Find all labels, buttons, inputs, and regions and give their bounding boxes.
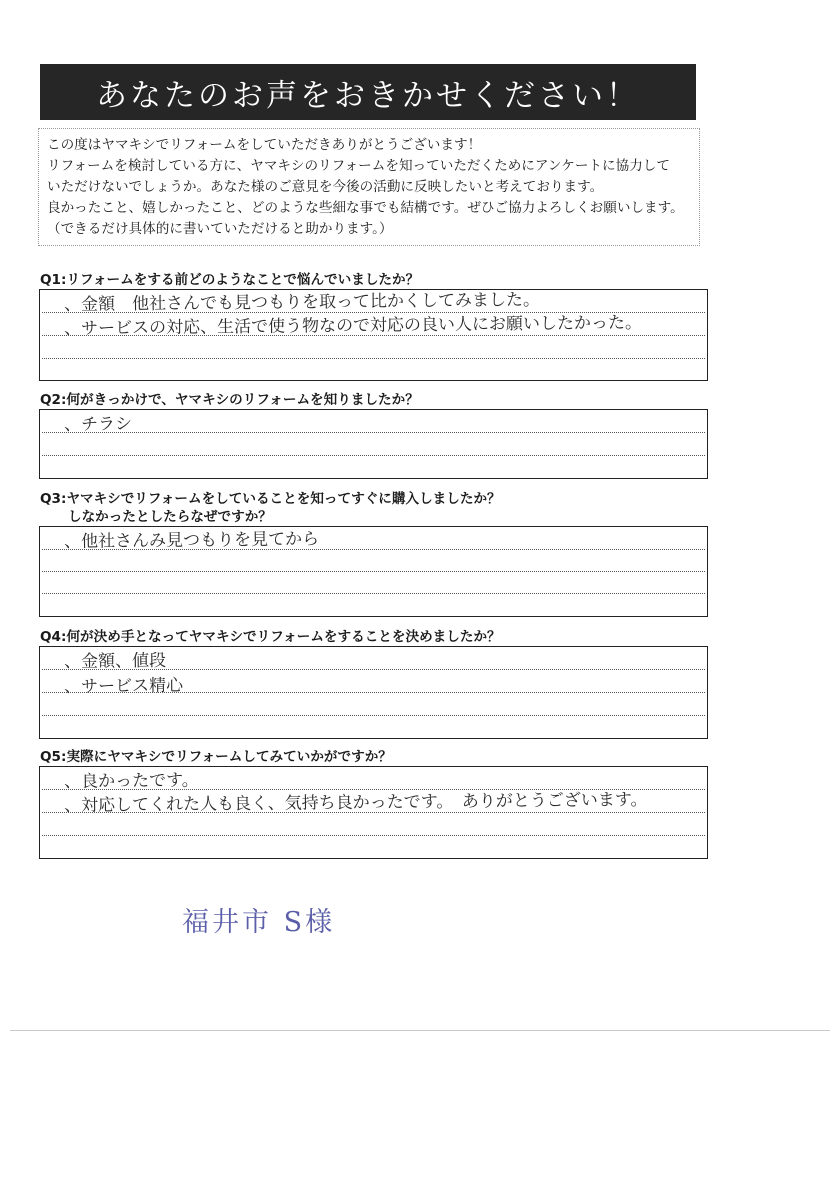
handwritten-answer: 、対応してくれた人も良く、気持ち良かったです。 ありがとうございます。 <box>63 789 648 816</box>
question-1-title: Q1:リフォームをする前どのようなことで悩んでいましたか？ <box>40 272 420 288</box>
handwritten-answer: 、他社さんみ見つもりを見てから <box>63 529 320 552</box>
answer-rule <box>42 455 705 456</box>
handwritten-answer: 、良かったです。 <box>63 770 199 792</box>
page-title: あなたのお声をおきかせください！ <box>96 77 640 114</box>
handwritten-answer: 、サービス精心 <box>63 675 184 697</box>
question-3-answer-box <box>39 526 708 617</box>
answer-rule <box>42 715 705 716</box>
intro-line: （できるだけ具体的に書いていただけると助かります。） <box>47 221 393 237</box>
handwritten-answer: 、金額、値段 <box>63 650 167 672</box>
intro-line: 良かったこと、嬉しかったこと、どのような些細な事でも結構です。ぜひご協力よろしくお願いします。 <box>47 200 684 216</box>
page-title-banner <box>40 64 696 120</box>
intro-line: リフォームを検討している方に、ヤマキシのリフォームを知っていただくためにアンケートに協力して <box>47 158 670 174</box>
question-1-answer-box <box>39 289 708 381</box>
intro-box <box>38 128 700 246</box>
handwritten-answer: 、金額 他社さんでも見つもりを取って比かくしてみました。 <box>63 290 541 315</box>
intro-line: いただけないでしょうか。あなた様のご意見を今後の活動に反映したいと考えております。 <box>47 179 604 195</box>
question-5-title: Q5:実際にヤマキシでリフォームしてみていかがですか？ <box>40 749 392 765</box>
answer-rule <box>42 571 705 572</box>
question-5-answer-box <box>39 766 708 859</box>
answer-rule <box>42 593 705 594</box>
page-divider <box>10 1030 830 1031</box>
question-4-title: Q4:何が決め手となってヤマキシでリフォームをすることを決めましたか？ <box>40 629 501 645</box>
answer-rule <box>42 432 705 433</box>
question-3-title-line2: しなかったとしたらなぜですか？ <box>68 509 272 525</box>
handwritten-answer: 、サービスの対応、生活で使う物なので対応の良い人にお願いしたかった。 <box>63 312 643 339</box>
question-2-title: Q2:何がきっかけで、ヤマキシのリフォームを知りましたか？ <box>40 392 419 408</box>
intro-line: この度はヤマキシでリフォームをしていただきありがとうございます！ <box>47 137 482 153</box>
question-3-title: Q3:ヤマキシでリフォームをしていることを知ってすぐに購入しましたか？ <box>40 491 501 507</box>
answer-rule <box>42 358 705 359</box>
answer-rule <box>42 835 705 836</box>
customer-signature: 福井市 S様 <box>182 907 336 938</box>
question-4-answer-box <box>39 646 708 739</box>
handwritten-answer: 、チラシ <box>63 414 133 435</box>
question-2-answer-box <box>39 409 708 479</box>
